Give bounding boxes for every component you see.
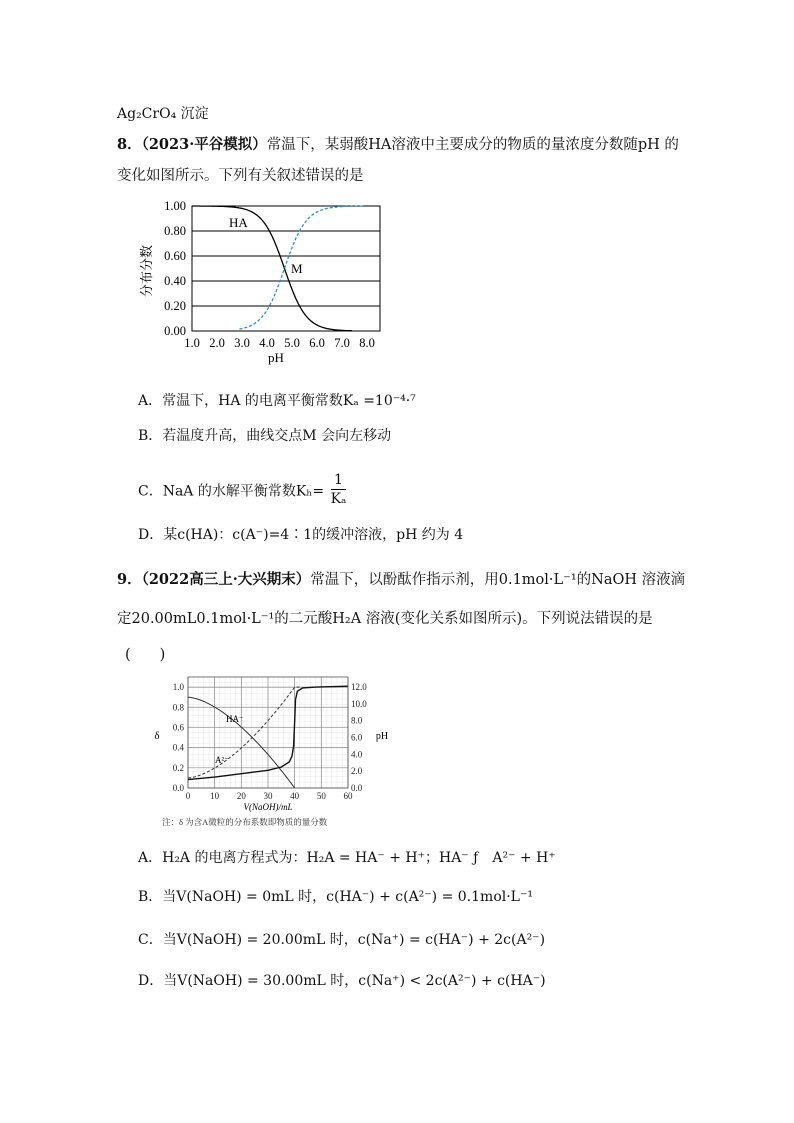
q9-right-tick: 12.0 bbox=[351, 682, 367, 693]
q9-label-a: A²⁻ bbox=[215, 755, 229, 765]
q8-option-c bbox=[138, 473, 346, 510]
q9-left-tick: 0.6 bbox=[172, 722, 184, 733]
q8-option-b: B．若温度升高，曲线交点M 会向左移动 bbox=[138, 428, 392, 444]
q8-distribution-chart bbox=[128, 195, 398, 365]
q8-source: （2023·平谷模拟） bbox=[141, 136, 267, 153]
q9-right-tick: 10.0 bbox=[351, 698, 367, 709]
q9-xtick: 20 bbox=[236, 791, 246, 801]
q9-option-d: D．当V(NaOH) = 30.00mL 时，c(Na⁺) < 2c(A²⁻) + c(HA⁻) bbox=[138, 973, 546, 989]
q8-option-a: A．常温下，HA 的电离平衡常数Kₐ =10⁻⁴·⁷ bbox=[138, 393, 416, 409]
q8-c-numerator: 1 bbox=[331, 471, 347, 490]
q9-answer-paren: ( ) bbox=[125, 647, 166, 663]
q9-xlabel: V(NaOH)/mL bbox=[243, 802, 293, 812]
q8-xtick: 2.0 bbox=[209, 336, 225, 350]
q9-xtick: 60 bbox=[343, 791, 353, 801]
q8-label-m: M bbox=[291, 261, 303, 276]
q9-right-tick: 4.0 bbox=[351, 749, 363, 760]
q8-ytick: 0.00 bbox=[164, 324, 186, 338]
q9-right-tick: 6.0 bbox=[351, 732, 363, 743]
q9-xtick: 30 bbox=[263, 791, 273, 801]
q8-xtick: 7.0 bbox=[334, 336, 350, 350]
question-9-line1 bbox=[117, 568, 685, 589]
q8-option-c-text: C．NaA 的水解平衡常数Kₕ= bbox=[138, 483, 325, 500]
q8-ytick: 0.40 bbox=[164, 274, 186, 288]
q9-stem-1: 常温下，以酚酞作指示剂，用0.1mol·L⁻¹的NaOH 溶液滴 bbox=[310, 572, 686, 588]
q8-c-denominator: Kₐ bbox=[330, 491, 347, 507]
q9-ylabel-right: pH bbox=[375, 731, 389, 742]
q9-right-tick: 8.0 bbox=[351, 715, 363, 726]
q9-left-tick: 0.2 bbox=[172, 762, 184, 773]
question-8-line1 bbox=[117, 133, 679, 154]
q8-ytick: 1.00 bbox=[164, 199, 186, 213]
q8-stem-2: 变化如图所示。下列有关叙述错误的是 bbox=[117, 168, 364, 184]
q9-ylabel-left: δ bbox=[154, 730, 160, 742]
q9-xtick: 50 bbox=[316, 791, 326, 801]
q9-stem-2: 定20.00mL0.1mol·L⁻¹的二元酸H₂A 溶液(变化关系如图所示)。下列说法错误的是 bbox=[117, 611, 653, 627]
q8-option-c-fraction bbox=[331, 471, 347, 508]
q8-xtick: 5.0 bbox=[284, 336, 300, 350]
q9-option-a: A．H₂A 的电离方程式为：H₂A = HA⁻ + H⁺；HA⁻ ƒ A²⁻ + H⁺ bbox=[138, 850, 556, 866]
q8-plot-frame bbox=[192, 206, 380, 331]
q8-xtick: 3.0 bbox=[234, 336, 250, 350]
q8-stem-1: 常温下，某弱酸HA溶液中主要成分的物质的量浓度分数随pH 的 bbox=[266, 137, 679, 153]
q9-label-ha: HA⁻ bbox=[226, 714, 244, 724]
q9-left-tick: 0.4 bbox=[172, 742, 184, 753]
q9-option-c: C．当V(NaOH) = 20.00mL 时，c(Na⁺) = c(HA⁻) + 2c(A²⁻) bbox=[138, 932, 546, 948]
q9-xtick: 10 bbox=[210, 791, 220, 801]
q9-right-tick: 0.0 bbox=[351, 783, 363, 793]
q9-left-tick: 0.0 bbox=[172, 783, 184, 793]
q8-ha-curve bbox=[192, 206, 352, 331]
q8-xtick: 8.0 bbox=[359, 336, 375, 350]
q8-number: 8． bbox=[117, 136, 142, 153]
q8-xtick: 1.0 bbox=[184, 336, 200, 350]
q9-option-b: B．当V(NaOH) = 0mL 时，c(HA⁻) + c(A²⁻) = 0.1mol·L⁻¹ bbox=[138, 889, 533, 905]
q8-xtick: 4.0 bbox=[259, 336, 275, 350]
q9-xtick: 0 bbox=[185, 791, 191, 801]
q9-number: 9． bbox=[117, 571, 142, 588]
q8-xlabel: pH bbox=[268, 350, 284, 365]
carryover-text: Ag₂CrO₄ 沉淀 bbox=[117, 106, 209, 122]
q9-titration-chart bbox=[140, 668, 400, 833]
q8-ytick: 0.80 bbox=[164, 224, 186, 238]
q9-note: 注：δ 为含A微粒的分布系数即物质的量分数 bbox=[162, 817, 328, 827]
q8-ylabel: 分布分数 bbox=[139, 244, 154, 298]
q8-ytick: 0.60 bbox=[164, 249, 186, 263]
q8-ytick: 0.20 bbox=[164, 299, 186, 313]
q8-xtick: 6.0 bbox=[309, 336, 325, 350]
q9-right-tick: 2.0 bbox=[351, 766, 363, 777]
q9-source: （2022高三上·大兴期末） bbox=[141, 571, 311, 588]
q9-xtick: 40 bbox=[290, 791, 300, 801]
q8-option-d: D．某c(HA)：c(A⁻)=4∶1的缓冲溶液，pH 约为 4 bbox=[138, 527, 464, 543]
q8-label-ha: HA bbox=[229, 215, 248, 230]
q9-left-tick: 1.0 bbox=[172, 682, 184, 693]
q9-left-tick: 0.8 bbox=[172, 702, 184, 713]
